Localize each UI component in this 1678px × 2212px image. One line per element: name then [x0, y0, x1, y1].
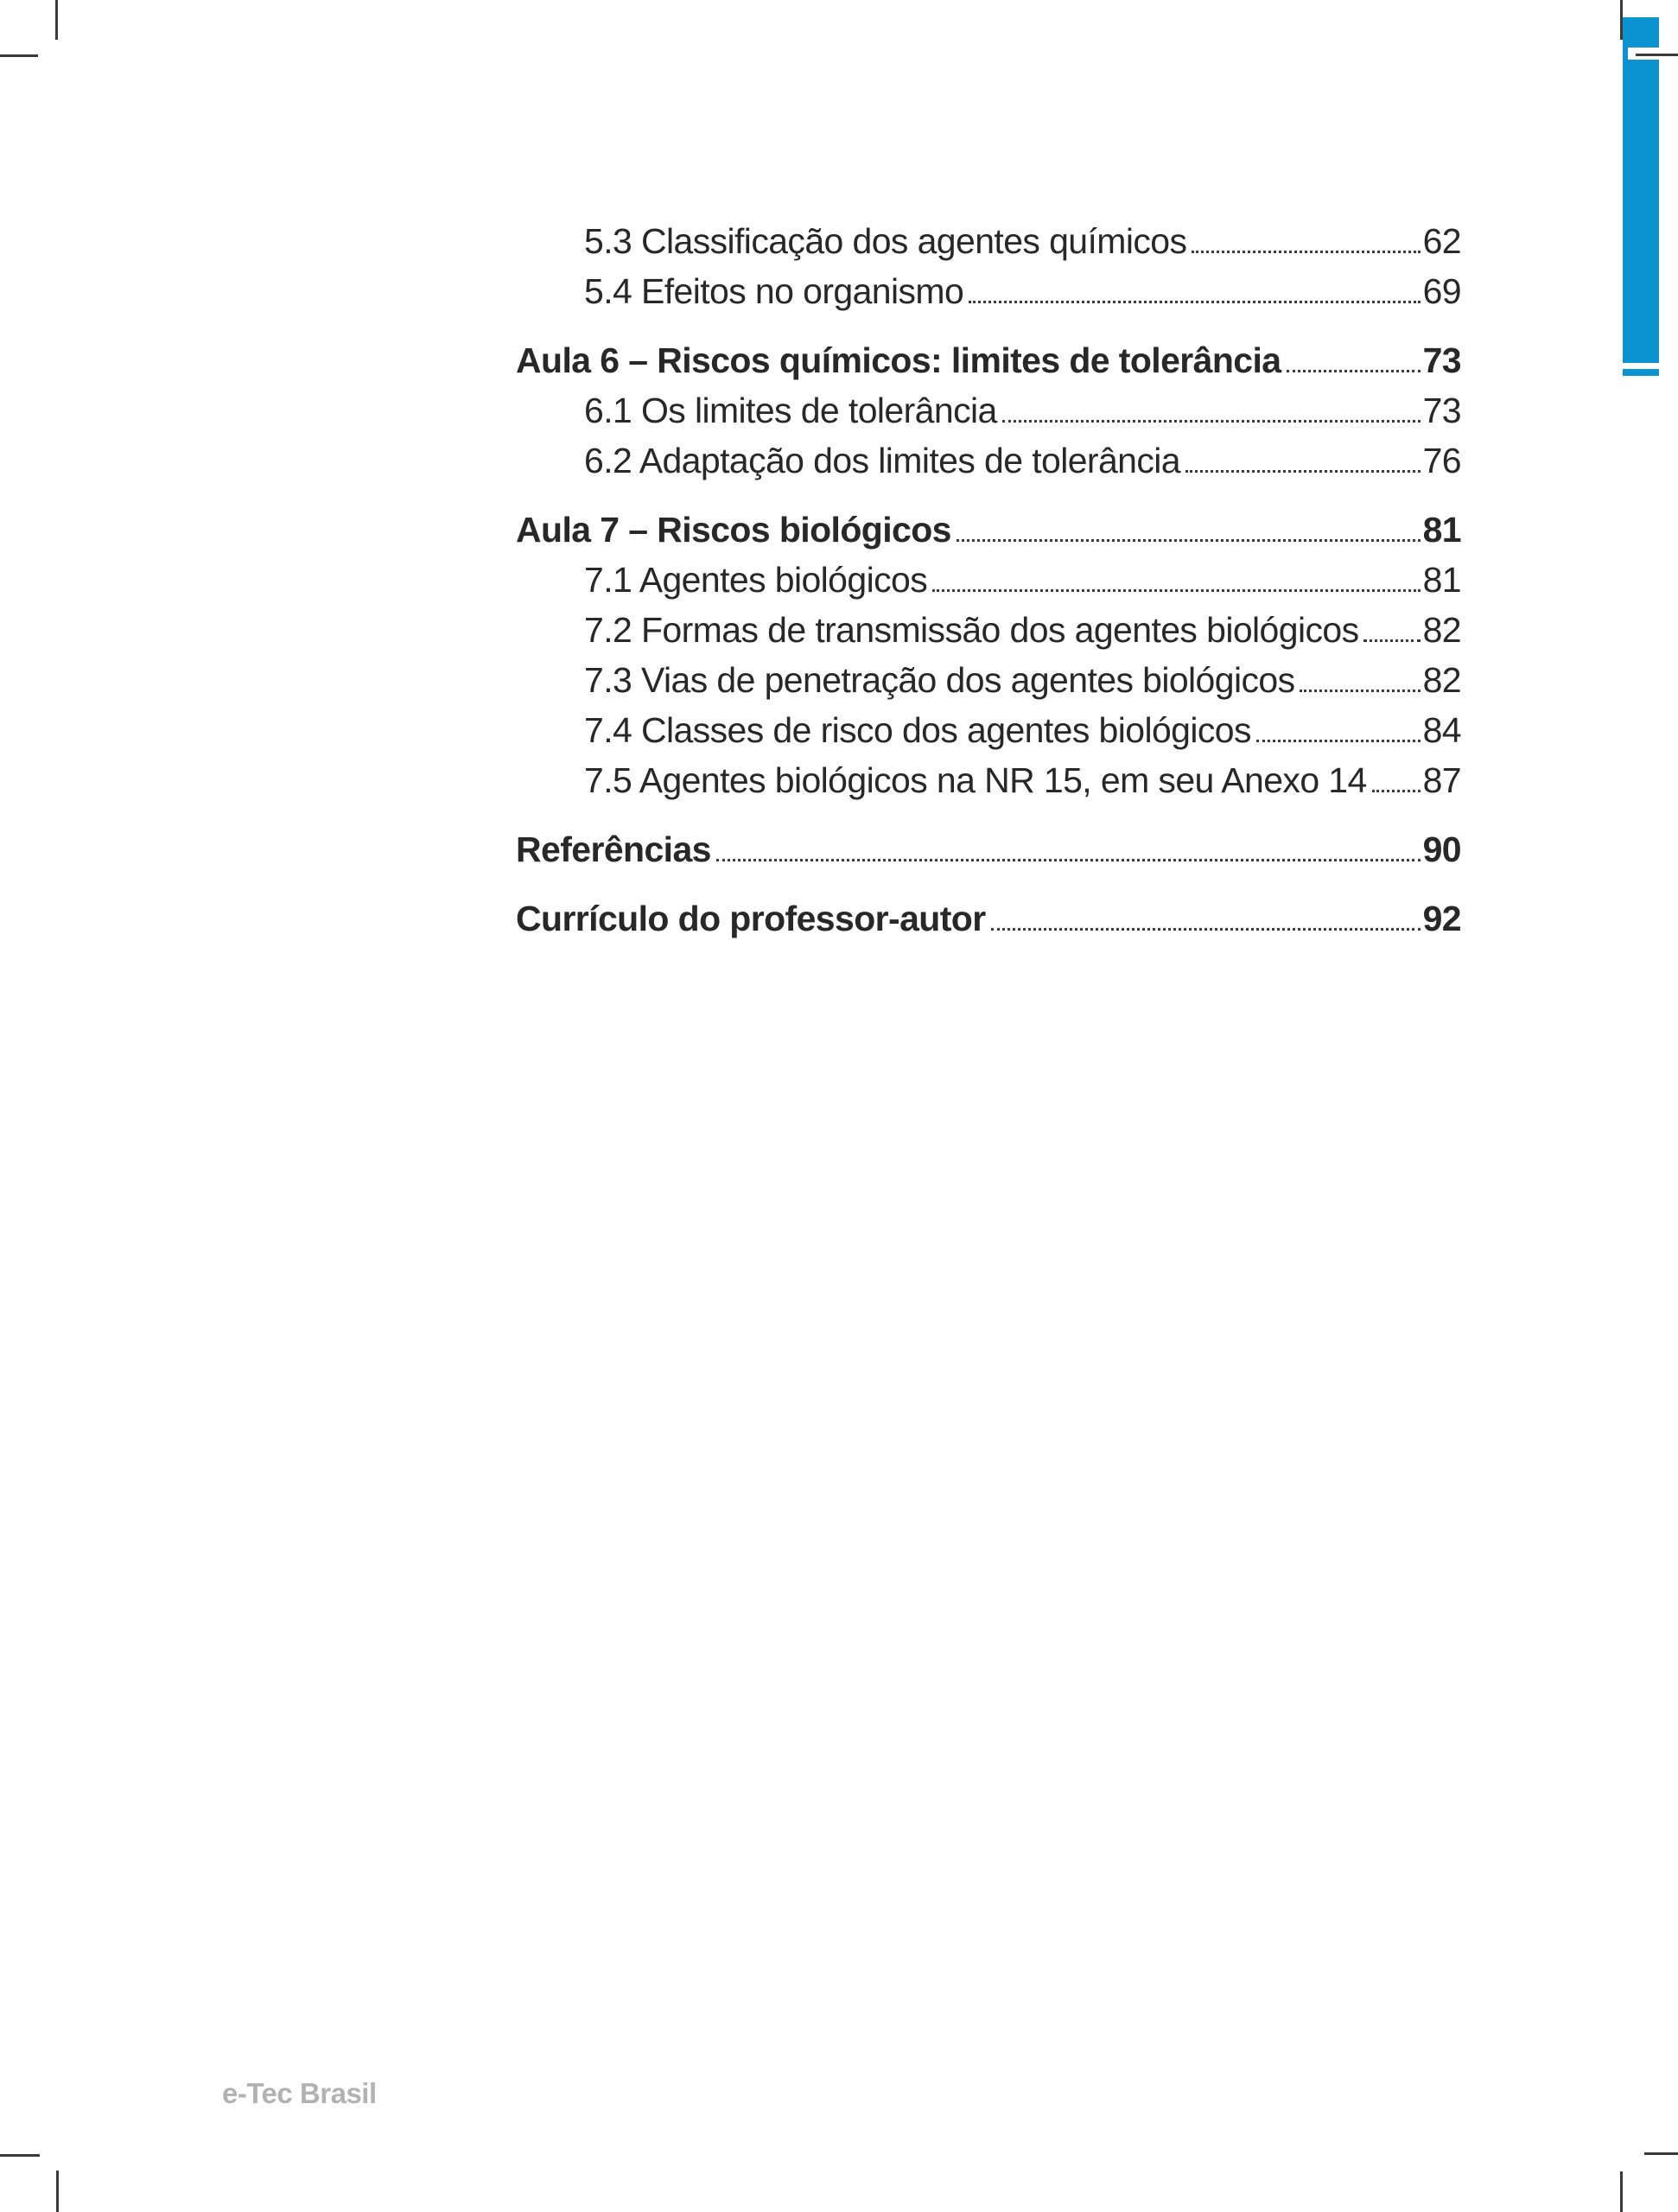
dot-leader	[932, 589, 1420, 592]
toc-page-number: 62	[1422, 221, 1461, 261]
crop-mark-bottom-right-vertical	[1620, 2171, 1623, 2212]
blue-bleed-strip	[1623, 369, 1659, 376]
crop-mark-bottom-right-horizontal	[1644, 2152, 1678, 2155]
toc-entry-label: Currículo do professor-autor	[516, 899, 986, 938]
toc-page-number: 87	[1422, 760, 1461, 800]
toc-page-number: 81	[1422, 560, 1461, 600]
toc-page-number: 76	[1422, 441, 1461, 480]
dot-leader	[957, 539, 1421, 542]
toc-page-number: 82	[1422, 660, 1461, 700]
toc-row	[0, 762, 1461, 798]
toc-list	[0, 223, 1461, 937]
dot-leader	[1256, 740, 1421, 742]
toc-row	[0, 562, 1461, 598]
toc-entry-label: 6.1 Os limites de tolerância	[584, 391, 997, 430]
toc-row	[0, 442, 1461, 479]
toc-row	[0, 831, 1461, 868]
toc-row	[0, 612, 1461, 648]
toc-row	[0, 273, 1461, 309]
crop-mark-bottom-left-vertical	[56, 2171, 59, 2212]
dot-leader	[1300, 690, 1420, 692]
dot-leader	[991, 928, 1421, 931]
toc-row	[0, 712, 1461, 748]
dot-leader	[1192, 251, 1420, 253]
toc-entry-label: 5.3 Classificação dos agentes químicos	[584, 221, 1187, 261]
crop-mark-bottom-left-horizontal	[0, 2154, 40, 2157]
toc-entry-label: 7.1 Agentes biológicos	[584, 560, 928, 600]
toc-row	[0, 392, 1461, 429]
toc-page-number: 81	[1422, 510, 1461, 550]
dot-leader	[1185, 470, 1421, 473]
toc-page-number: 82	[1422, 610, 1461, 650]
dot-leader	[969, 301, 1420, 303]
dot-leader	[716, 859, 1421, 861]
blue-bleed-bar	[1623, 17, 1659, 363]
crop-mark-top-left-horizontal	[0, 54, 38, 57]
toc-page-number: 69	[1422, 271, 1461, 311]
toc-entry-label: 5.4 Efeitos no organismo	[584, 271, 964, 311]
toc-row	[0, 223, 1461, 259]
toc-row	[0, 662, 1461, 698]
toc-row	[0, 342, 1461, 378]
toc-entry-label: 7.4 Classes de risco dos agentes biológicos	[584, 710, 1251, 750]
footer-brand: e-Tec Brasil	[222, 2077, 377, 2109]
toc-entry-label: 7.5 Agentes biológicos na NR 15, em seu Anexo 14	[584, 760, 1367, 800]
toc-entry-label: Referências	[516, 830, 711, 869]
crop-mark-top-right-horizontal	[1636, 54, 1678, 56]
toc-page-number: 92	[1422, 899, 1461, 938]
dot-leader	[1287, 370, 1421, 372]
toc-entry-label: Aula 6 – Riscos químicos: limites de tolerância	[516, 340, 1281, 380]
dot-leader	[1372, 790, 1421, 792]
dot-leader	[1002, 420, 1421, 423]
toc-page-number: 73	[1422, 391, 1461, 430]
toc-page-number: 90	[1422, 830, 1461, 869]
toc-entry-label: Aula 7 – Riscos biológicos	[516, 510, 951, 550]
toc-entry-label: 6.2 Adaptação dos limites de tolerância	[584, 441, 1180, 480]
toc-entry-label: 7.2 Formas de transmissão dos agentes biológicos	[584, 610, 1359, 650]
toc-entry-label: 7.3 Vias de penetração dos agentes biológicos	[584, 660, 1295, 700]
toc-row	[0, 512, 1461, 548]
dot-leader	[1363, 639, 1420, 642]
crop-mark-top-left-vertical	[55, 0, 58, 40]
toc-row	[0, 900, 1461, 937]
toc-page-number: 73	[1422, 340, 1461, 380]
toc-page-number: 84	[1422, 710, 1461, 750]
